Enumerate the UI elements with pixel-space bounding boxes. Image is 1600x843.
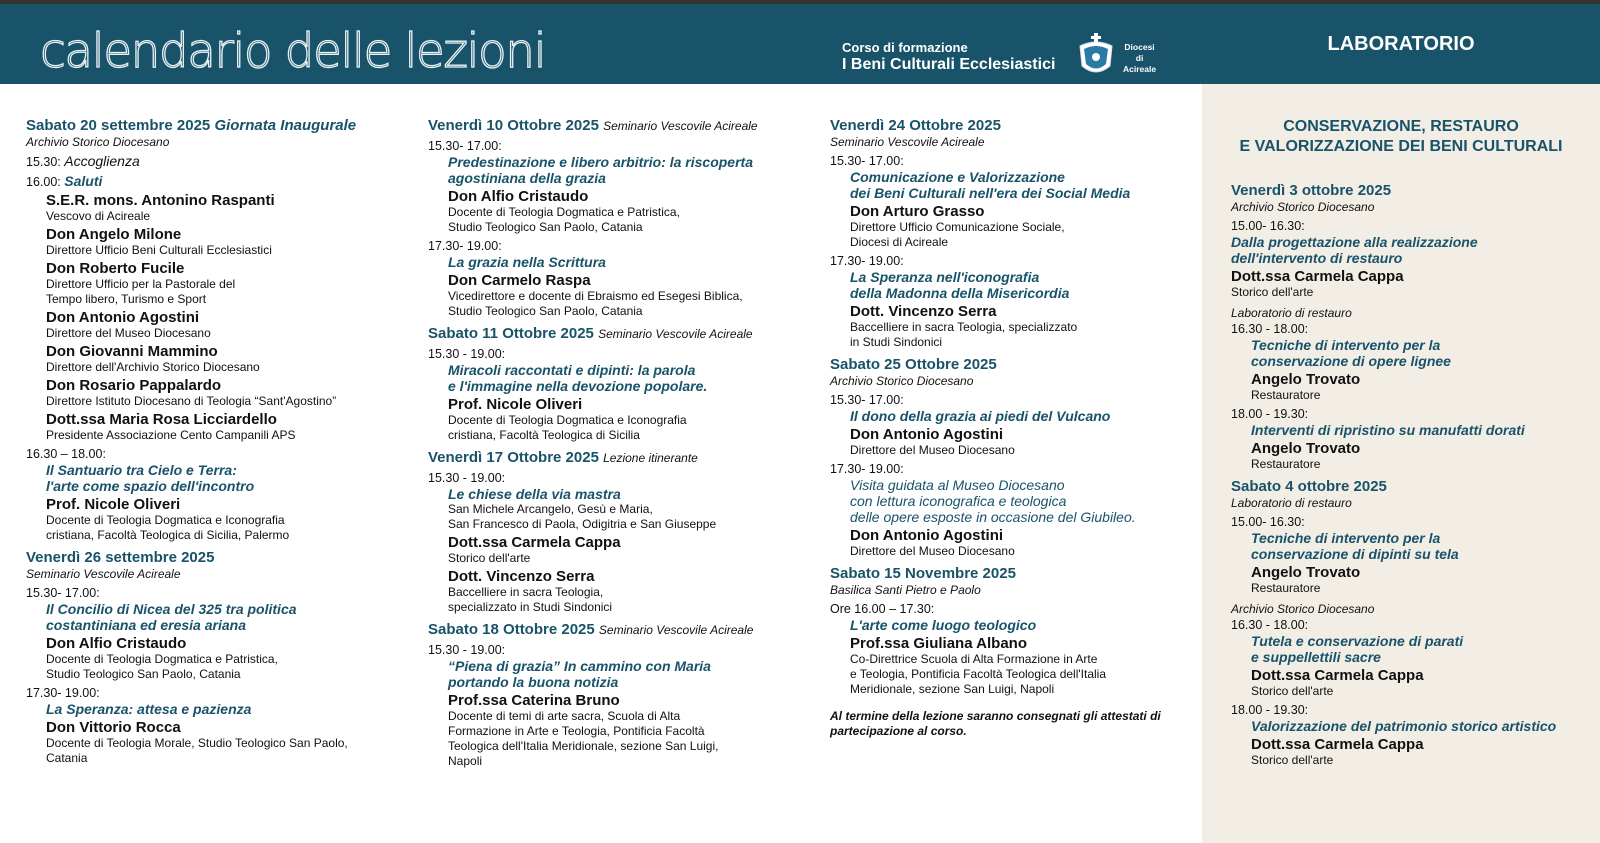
time-slot: 16.00: Saluti (26, 173, 103, 189)
speaker-role: Direttore dell'Archivio Storico Diocesano (46, 360, 260, 374)
date-heading: Sabato 15 Novembre 2025 (830, 565, 1016, 582)
lecture: Valorizzazione del patrimonio storico artistico Dott.ssa Carmela Cappa Storico dell'arte (1251, 718, 1557, 767)
lab-title: CONSERVAZIONE, RESTAURO E VALORIZZAZIONE DEI BENI CULTURALI (1239, 118, 1563, 155)
speaker-role: Tempo libero, Turismo e Sport (46, 292, 207, 306)
lecture: La Speranza: attesa e pazienza Don Vittorio Rocca Docente di Teologia Morale, Studio Teologico San Paolo, Catania (46, 701, 348, 765)
time-slot: 15.00- 16.30: (1231, 219, 1305, 233)
lecture: Tecniche di intervento per la conservazione di opere lignee Angelo Trovato Restauratore (1251, 337, 1451, 402)
speaker-role: Direttore Ufficio Beni Culturali Ecclesiastici (46, 243, 272, 257)
column-3 (830, 117, 1200, 739)
lecture-title: Il Santuario tra Cielo e Terra: (46, 462, 237, 478)
column-2 (428, 117, 818, 769)
date-heading: Venerdì 17 Ottobre 2025 Lezione itinerante (428, 449, 698, 466)
speaker-name: Prof. Nicole Oliveri (46, 496, 181, 513)
diocese-crest-icon (1076, 32, 1116, 80)
column-4: Venerdì 3 ottobre 2025 Archivio Storico Diocesano 15.00- 16.30: Dalla progettazione alla realizzazione dell'intervento di restauro Dott.ssa Carmela Cappa Storico dell'arte Laboratorio di restauro 16.30 - 18.00: Tecniche di intervento per la conservazione di opere lignee Angelo Trovato Restauratore 18.00 - 19.30: Interventi di ripristino su manufatti dorati Angelo Trovato Restauratore Sabato 4 ottobre 2025 Laboratorio di restauro 15.00- 16.30: Tecniche di intervento per la conservazione di dipinti su tela Angelo Trovato Restauratore Archivio Storico Diocesano 16.30 - 18.00: Tutela e conservazione di parati e suppellettili sacre Dott.ssa Carmela Cappa Storico dell'arte 18.00 - 19.30: Valorizzazione del patrimonio storico artistico Dott.ssa Carmela Cappa Storico dell'arte (1231, 182, 1591, 768)
time-slot: 17.30- 19.00: (830, 254, 904, 268)
lecture: La Speranza nell'iconografia della Madonna della Misericordia Dott. Vincenzo Serra Baccelliere in sacra Teologia, specializzato in Studi Sindonici (850, 269, 1078, 349)
time-slot: Ore 16.00 – 17.30: (830, 602, 935, 616)
speaker-role: Direttore Ufficio per la Pastorale del (46, 277, 236, 291)
date-heading: Venerdì 3 ottobre 2025 (1231, 182, 1392, 199)
speaker-role: Direttore del Museo Diocesano (46, 326, 211, 340)
lecture: Il Concilio di Nicea del 325 tra politica costantiniana ed eresia ariana Don Alfio Cristaudo Docente di Teologia Dogmatica e Patristica, Studio Teologico San Paolo, Catania (46, 601, 297, 681)
location: Laboratorio di restauro (1231, 496, 1352, 510)
time-slot: 15.30- 17.00: (830, 393, 904, 407)
location: Archivio Storico Diocesano (1231, 602, 1375, 616)
date-heading: Venerdì 26 settembre 2025 (26, 549, 215, 566)
lecture: Miracoli raccontati e dipinti: la parola e l'immagine nella devozione popolare. Prof. Nicole Oliveri Docente di Teologia Dogmatica e Iconografia cristiana, Facoltà Teologica di Sicilia (448, 362, 708, 442)
lecture (46, 462, 406, 543)
location: Archivio Storico Diocesano (1231, 200, 1375, 214)
speaker-name: Don Antonio Agostini (46, 309, 200, 326)
lecture: Tecniche di intervento per la conservazione di dipinti su tela Angelo Trovato Restauratore (1251, 530, 1459, 595)
page-title: calendario delle lezioni (40, 24, 546, 79)
time-slot: 15.30 - 19.00: (428, 471, 506, 485)
date-heading: Sabato 11 Ottobre 2025 Seminario Vescovile Acireale (428, 325, 753, 342)
speaker-name: Don Roberto Fucile (46, 260, 185, 277)
time-slot: 15.30- 17.00: (428, 139, 502, 153)
speaker-role: Presidente Associazione Cento Campanili APS (46, 428, 296, 442)
date-heading: Venerdì 10 Ottobre 2025 Seminario Vescovile Acireale (428, 117, 758, 134)
time-slot: 15.00- 16.30: (1231, 515, 1305, 529)
course-label: Corso di formazione I Beni Culturali Ecclesiastici (842, 40, 1056, 73)
speaker-role: Direttore Istituto Diocesano di Teologia “Sant'Agostino” (46, 394, 337, 408)
location: Basilica Santi Pietro e Paolo (830, 583, 981, 597)
time-slot: 17.30- 19.00: (428, 239, 502, 253)
date-heading: Sabato 4 ottobre 2025 (1231, 478, 1387, 495)
lecture: La grazia nella Scrittura Don Carmelo Raspa Vicedirettore e docente di Ebraismo ed Esegesi Biblica, Studio Teologico San Paolo, Catania (448, 254, 743, 318)
time-slot: 15.30: Accoglienza (26, 153, 140, 169)
time-slot: 16.30 – 18.00: (26, 447, 106, 461)
location: Seminario Vescovile Acireale (26, 567, 181, 581)
lecture: “Piena di grazia” In cammino con Maria portando la buona notizia Prof.ssa Caterina Bruno Docente di temi di arte sacra, Scuola di Alta Formazione in Arte e Teologia, Pontificia Facoltà Teologica dell'Italia Meridionale, sezione San Luigi, Napoli (448, 658, 719, 768)
lecture: L'arte come luogo teologico Prof.ssa Giuliana Albano Co-Direttrice Scuola di Alta Formazione in Arte e Teologia, Pontificia Facoltà Teologica dell'Italia Meridionale, sezione San Luigi, Napoli (850, 617, 1107, 696)
column-1 (26, 117, 406, 766)
time-slot: 15.30- 17.00: (26, 586, 100, 600)
time-slot: 17.30- 19.00: (26, 686, 100, 700)
location: Archivio Storico Diocesano (830, 374, 974, 388)
speaker-name: Don Angelo Milone (46, 226, 182, 243)
lecture: Comunicazione e Valorizzazione dei Beni Culturali nell'era dei Social Media Don Arturo Grasso Direttore Ufficio Comunicazione Sociale, Diocesi di Acireale (850, 169, 1131, 249)
time-slot: 15.30 - 19.00: (428, 643, 506, 657)
speakers-list (46, 192, 406, 443)
time-slot: 18.00 - 19.30: (1231, 703, 1309, 717)
location: Seminario Vescovile Acireale (830, 135, 985, 149)
time-slot: 15.30 - 19.00: (428, 347, 506, 361)
time-slot: 15.30- 17.00: (830, 154, 904, 168)
lecture-title: l'arte come spazio dell'incontro (46, 478, 255, 494)
time-slot: 16.30 - 18.00: (1231, 618, 1309, 632)
time-slot: 17.30- 19.00: (830, 462, 904, 476)
lecture: Tutela e conservazione di parati e suppellettili sacre Dott.ssa Carmela Cappa Storico dell'arte (1251, 633, 1464, 698)
speaker-name: S.E.R. mons. Antonino Raspanti (46, 192, 275, 209)
diocese-label: Diocesi di Acireale (1123, 42, 1157, 74)
certificate-note: Al termine della lezione saranno consegnati gli attestati di partecipazione al corso. (830, 709, 1161, 738)
location: Archivio Storico Diocesano (26, 135, 170, 149)
lecture: Il dono della grazia ai piedi del Vulcano Don Antonio Agostini Direttore del Museo Diocesano (850, 408, 1111, 457)
lecture: Visita guidata al Museo Diocesano con lettura iconografica e teologica delle opere esposte in occasione del Giubileo. Don Antonio Agostini Direttore del Museo Diocesano (850, 477, 1136, 558)
speaker-name: Don Rosario Pappalardo (46, 377, 222, 394)
lecture: Predestinazione e libero arbitrio: la riscoperta agostiniana della grazia Don Alfio Cristaudo Docente di Teologia Dogmatica e Patristica, Studio Teologico San Paolo, Catania (448, 154, 753, 234)
date-heading: Venerdì 24 Ottobre 2025 (830, 117, 1001, 134)
speaker-role: cristiana, Facoltà Teologica di Sicilia, Palermo (46, 528, 290, 542)
lab-header: LABORATORIO (1202, 4, 1600, 84)
time-slot: 18.00 - 19.30: (1231, 407, 1309, 421)
date-heading: Sabato 25 Ottobre 2025 (830, 356, 997, 373)
speaker-name: Don Giovanni Mammino (46, 343, 218, 360)
date-heading: Sabato 18 Ottobre 2025 Seminario Vescovile Acireale (428, 621, 754, 638)
speaker-role: Vescovo di Acireale (46, 209, 151, 223)
date-heading: Sabato 20 settembre 2025 Giornata Inaugurale (26, 117, 357, 134)
location: Laboratorio di restauro (1231, 306, 1352, 320)
time-slot: 16.30 - 18.00: (1231, 322, 1309, 336)
speaker-name: Dott.ssa Maria Rosa Licciardello (46, 411, 277, 428)
speaker-role: Docente di Teologia Dogmatica e Iconografia (46, 513, 285, 527)
lecture: Le chiese della via mastra San Michele Arcangelo, Gesù e Maria, San Francesco di Paola, Odigitria e San Giuseppe Dott.ssa Carmela Cappa Storico dell'arte Dott. Vincenzo Serra Baccelliere in sacra Teologia, specializzato in Studi Sindonici (448, 486, 717, 614)
lecture: Interventi di ripristino su manufatti dorati Angelo Trovato Restauratore (1251, 422, 1525, 471)
